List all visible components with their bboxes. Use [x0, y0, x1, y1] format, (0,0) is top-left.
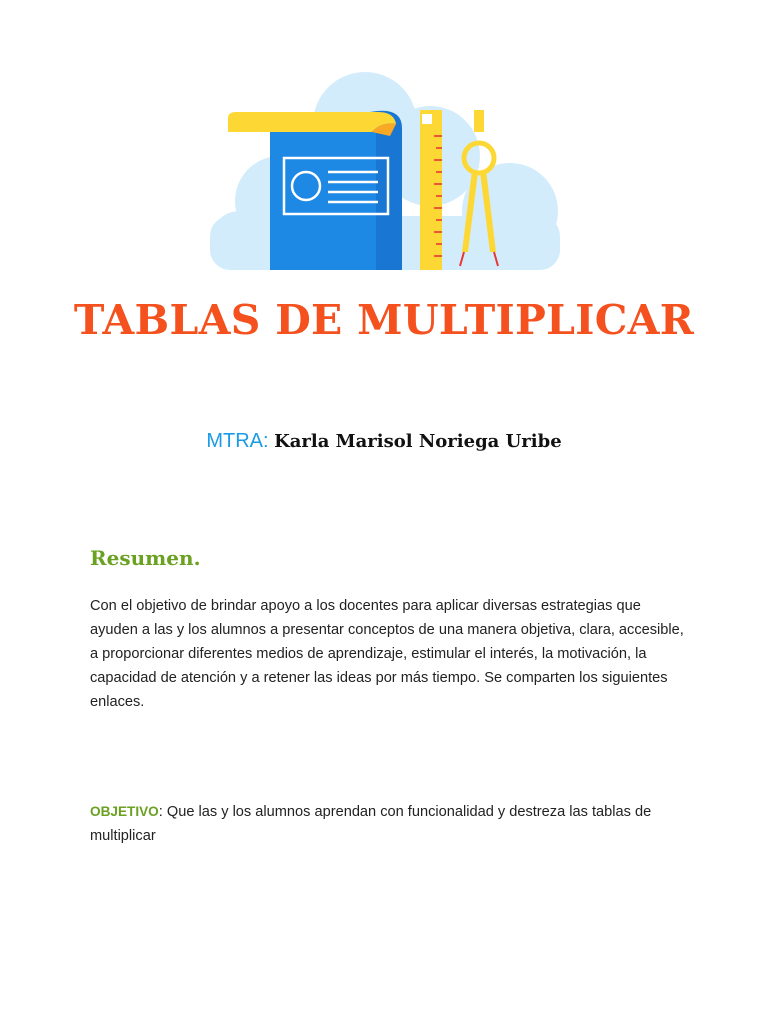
- ruler-icon: [420, 110, 442, 270]
- page-title: TABLAS DE MULTIPLICAR: [73, 296, 695, 344]
- teacher-name: Karla Marisol Noriega Uribe: [274, 431, 562, 452]
- teacher-line: [0, 430, 768, 453]
- objective-text: Que las y los alumnos aprendan con funcionalidad y destreza las tablas de multiplicar: [90, 804, 652, 844]
- summary-paragraph: Con el objetivo de brindar apoyo a los docentes para aplicar diversas estrategias que ayuden a las y los alumnos a presentar conceptos de una manera objetiva, clara, accesible, a proporcionar diferentes medios de aprendizaje, estimular el interés, la motivación, la capacidad de atención y a retener las ideas por más tiempo. Se comparten los siguientes enlaces.: [90, 598, 684, 710]
- teacher-label: MTRA:: [206, 430, 269, 452]
- objective-label: OBJETIVO: [90, 804, 159, 819]
- objective-separator: :: [158, 804, 163, 820]
- summary-heading: Resumen.: [90, 546, 201, 570]
- objective-paragraph: [90, 800, 690, 848]
- header-illustration: [200, 66, 570, 270]
